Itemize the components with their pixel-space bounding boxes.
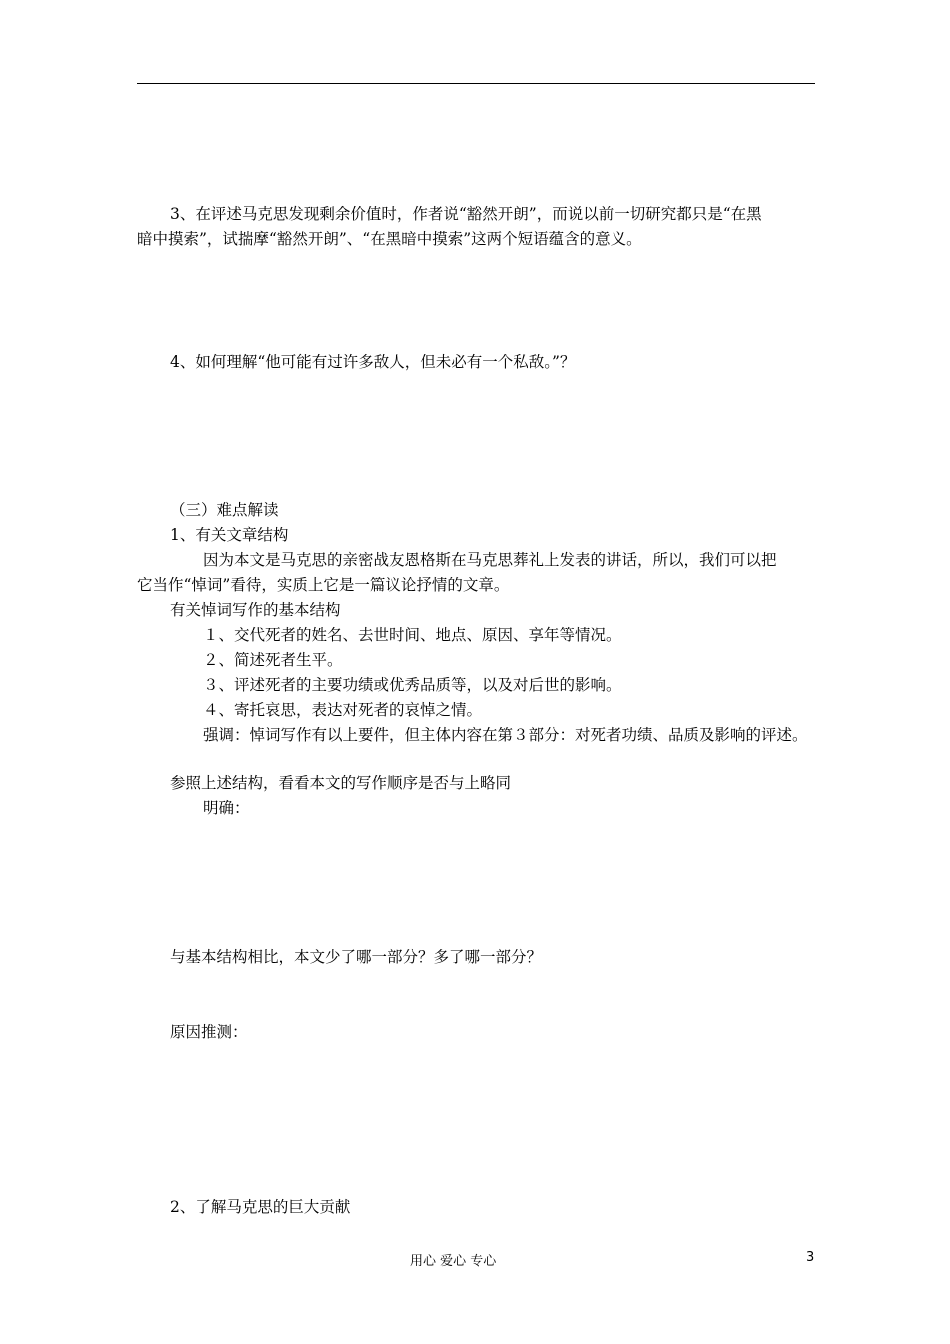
structure-item-1: １、交代死者的姓名、去世时间、地点、原因、享年等情况。 (203, 626, 622, 644)
structure-item-3: ３、评述死者的主要功绩或优秀品质等，以及对后世的影响。 (203, 676, 622, 694)
paragraph-line-1: 因为本文是马克思的亲密战友恩格斯在马克思葬礼上发表的讲话，所以，我们可以把 (203, 551, 777, 569)
structure-item-2: ２、简述死者生平。 (203, 651, 343, 669)
footer-motto: 用心 爱心 专心 (410, 1254, 497, 1269)
section-heading: （三）难点解读 (170, 501, 279, 519)
subheading-structure: 1、有关文章结构 (170, 526, 289, 544)
paragraph-line-2: 它当作“悼词”看待，实质上它是一篇议论抒情的文章。 (137, 576, 510, 594)
header-rule (137, 83, 815, 84)
question-4: 4、如何理解“他可能有过许多敌人，但未必有一个私敌。”？ (170, 353, 576, 371)
reason-label: 原因推测： (170, 1023, 248, 1041)
structure-item-4: ４、寄托哀思，表达对死者的哀悼之情。 (203, 701, 483, 719)
question-3-line-1: 3、在评述马克思发现剩余价值时，作者说“豁然开朗”，而说以前一切研究都只是“在黑 (170, 205, 762, 223)
clarify-label: 明确： (203, 799, 250, 817)
compare-prompt: 参照上述结构，看看本文的写作顺序是否与上略同 (170, 774, 512, 792)
subheading-contribution: 2、了解马克思的巨大贡献 (170, 1198, 351, 1216)
structure-title: 有关悼词写作的基本结构 (170, 601, 341, 619)
parts-question: 与基本结构相比，本文少了哪一部分？多了哪一部分？ (170, 948, 543, 966)
question-3-line-2: 暗中摸索”，试揣摩“豁然开朗”、“在黑暗中摸索”这两个短语蕴含的意义。 (137, 230, 642, 248)
page-number: 3 (806, 1250, 815, 1265)
emphasis-note: 强调：悼词写作有以上要件，但主体内容在第３部分：对死者功绩、品质及影响的评述。 (203, 726, 808, 744)
